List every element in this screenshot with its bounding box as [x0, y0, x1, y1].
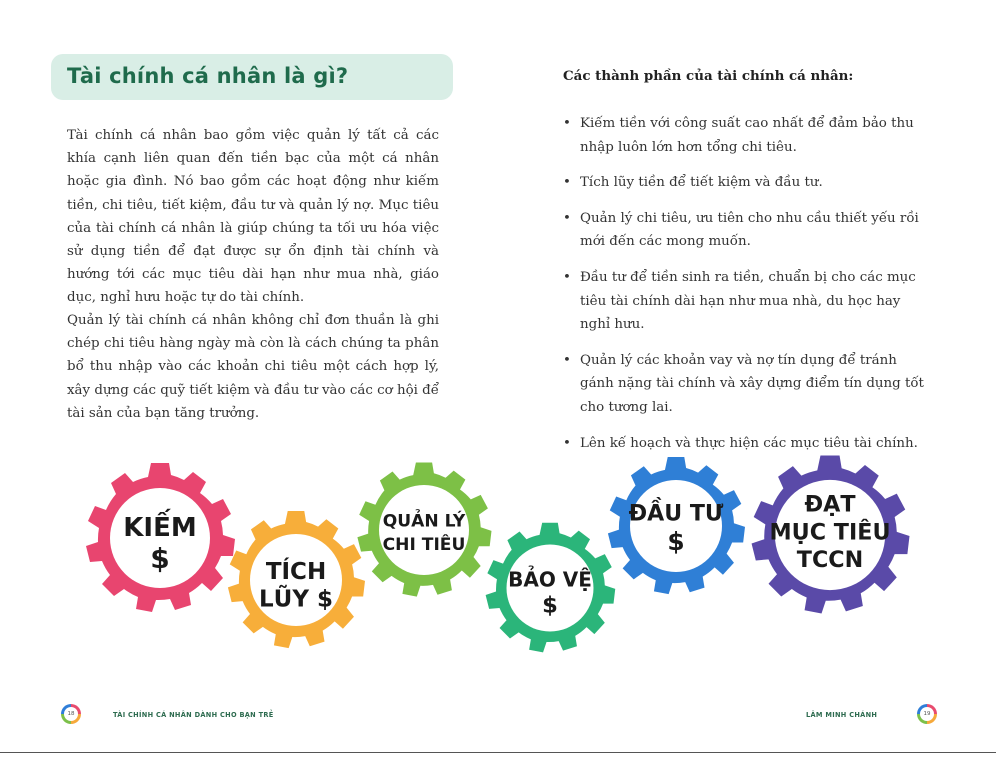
- list-item: • Tích lũy tiền để tiết kiệm và đầu tư.: [563, 171, 933, 195]
- intro-paragraph-2: Quản lý tài chính cá nhân không chỉ đơn thuần là ghi chép chi tiêu hàng ngày mà còn là cách chúng ta phân bổ thu nhập vào các khoản chi tiêu một cách hợp lý, xây dựng các quỹ tiết kiệm và đầu tư vào các cơ hội để tài sản của bạn tăng trưởng.: [67, 313, 439, 421]
- gear-quan-ly-label-1: QUẢN LÝ: [382, 511, 466, 532]
- components-list: [563, 112, 933, 467]
- gear-bao-ve-label-1: BẢO VỆ: [508, 567, 592, 592]
- gear-kiem: [86, 463, 235, 612]
- bottom-divider: [0, 752, 996, 753]
- list-item: • Quản lý các khoản vay và nợ tín dụng để tránh gánh nặng tài chính và xây dựng điểm tín dụng tốt cho tương lai.: [563, 349, 933, 420]
- gear-dat-muc-tieu-label-3: TCCN: [796, 546, 864, 573]
- list-item: • Lên kế hoạch và thực hiện các mục tiêu tài chính.: [563, 432, 933, 456]
- gear-bao-ve: [486, 523, 616, 653]
- gear-tich-luy-label-1: TÍCH: [265, 559, 327, 586]
- gears-diagram: [0, 440, 996, 670]
- list-item: • Kiếm tiền với công suất cao nhất để đảm bảo thu nhập luôn lớn hơn tổng chi tiêu.: [563, 112, 933, 159]
- section-title: Tài chính cá nhân là gì?: [67, 64, 349, 88]
- page-number-left: [61, 704, 81, 724]
- gear-dat-muc-tieu-label-2: MỤC TIÊU: [769, 519, 891, 546]
- list-item: • Quản lý chi tiêu, ưu tiên cho nhu cầu thiết yếu rồi mới đến các mong muốn.: [563, 207, 933, 254]
- page-number-right: [917, 704, 937, 724]
- list-item: • Đầu tư để tiền sinh ra tiền, chuẩn bị cho các mục tiêu tài chính dài hạn như mua nhà, du học hay nghỉ hưu.: [563, 266, 933, 337]
- gear-tich-luy: [228, 511, 365, 648]
- footer-book-title: TÀI CHÍNH CÁ NHÂN DÀNH CHO BẠN TRẺ: [113, 711, 274, 719]
- gear-dau-tu-label-2: $: [667, 526, 685, 556]
- gear-dat-muc-tieu: [752, 456, 910, 614]
- gear-kiem-label-1: KIẾM: [123, 513, 197, 543]
- components-heading: Các thành phần của tài chính cá nhân:: [563, 68, 854, 84]
- gear-dau-tu: [608, 457, 745, 594]
- page-number-right-value: 19: [920, 707, 934, 721]
- gear-quan-ly-label-2: CHI TIÊU: [382, 534, 466, 555]
- gear-kiem-label-2: $: [150, 542, 170, 575]
- gear-bao-ve-label-2: $: [542, 592, 558, 619]
- intro-paragraph-1: Tài chính cá nhân bao gồm việc quản lý tất cả các khía cạnh liên quan đến tiền bạc của một cá nhân hoặc gia đình. Nó bao gồm các hoạt động như kiếm tiền, chi tiêu, tiết kiệm, đầu tư và quản lý nợ. Mục tiêu của tài chính cá nhân là giúp chúng ta tối ưu hóa việc sử dụng tiền để đạt được sự ổn định tài chính và hướng tới các mục tiêu dài hạn như mua nhà, giáo dục, nghỉ hưu hoặc tự do tài chính.: [67, 128, 439, 306]
- footer-author: LÂM MINH CHÁNH: [806, 711, 878, 719]
- gear-tich-luy-label-2: LŨY $: [259, 586, 333, 613]
- gear-quan-ly: [357, 463, 491, 597]
- page-number-left-value: 18: [64, 707, 78, 721]
- gear-dat-muc-tieu-label-1: ĐẠT: [804, 491, 856, 518]
- section-title-box: [51, 54, 453, 100]
- gear-dau-tu-label-1: ĐẦU TƯ: [628, 501, 724, 527]
